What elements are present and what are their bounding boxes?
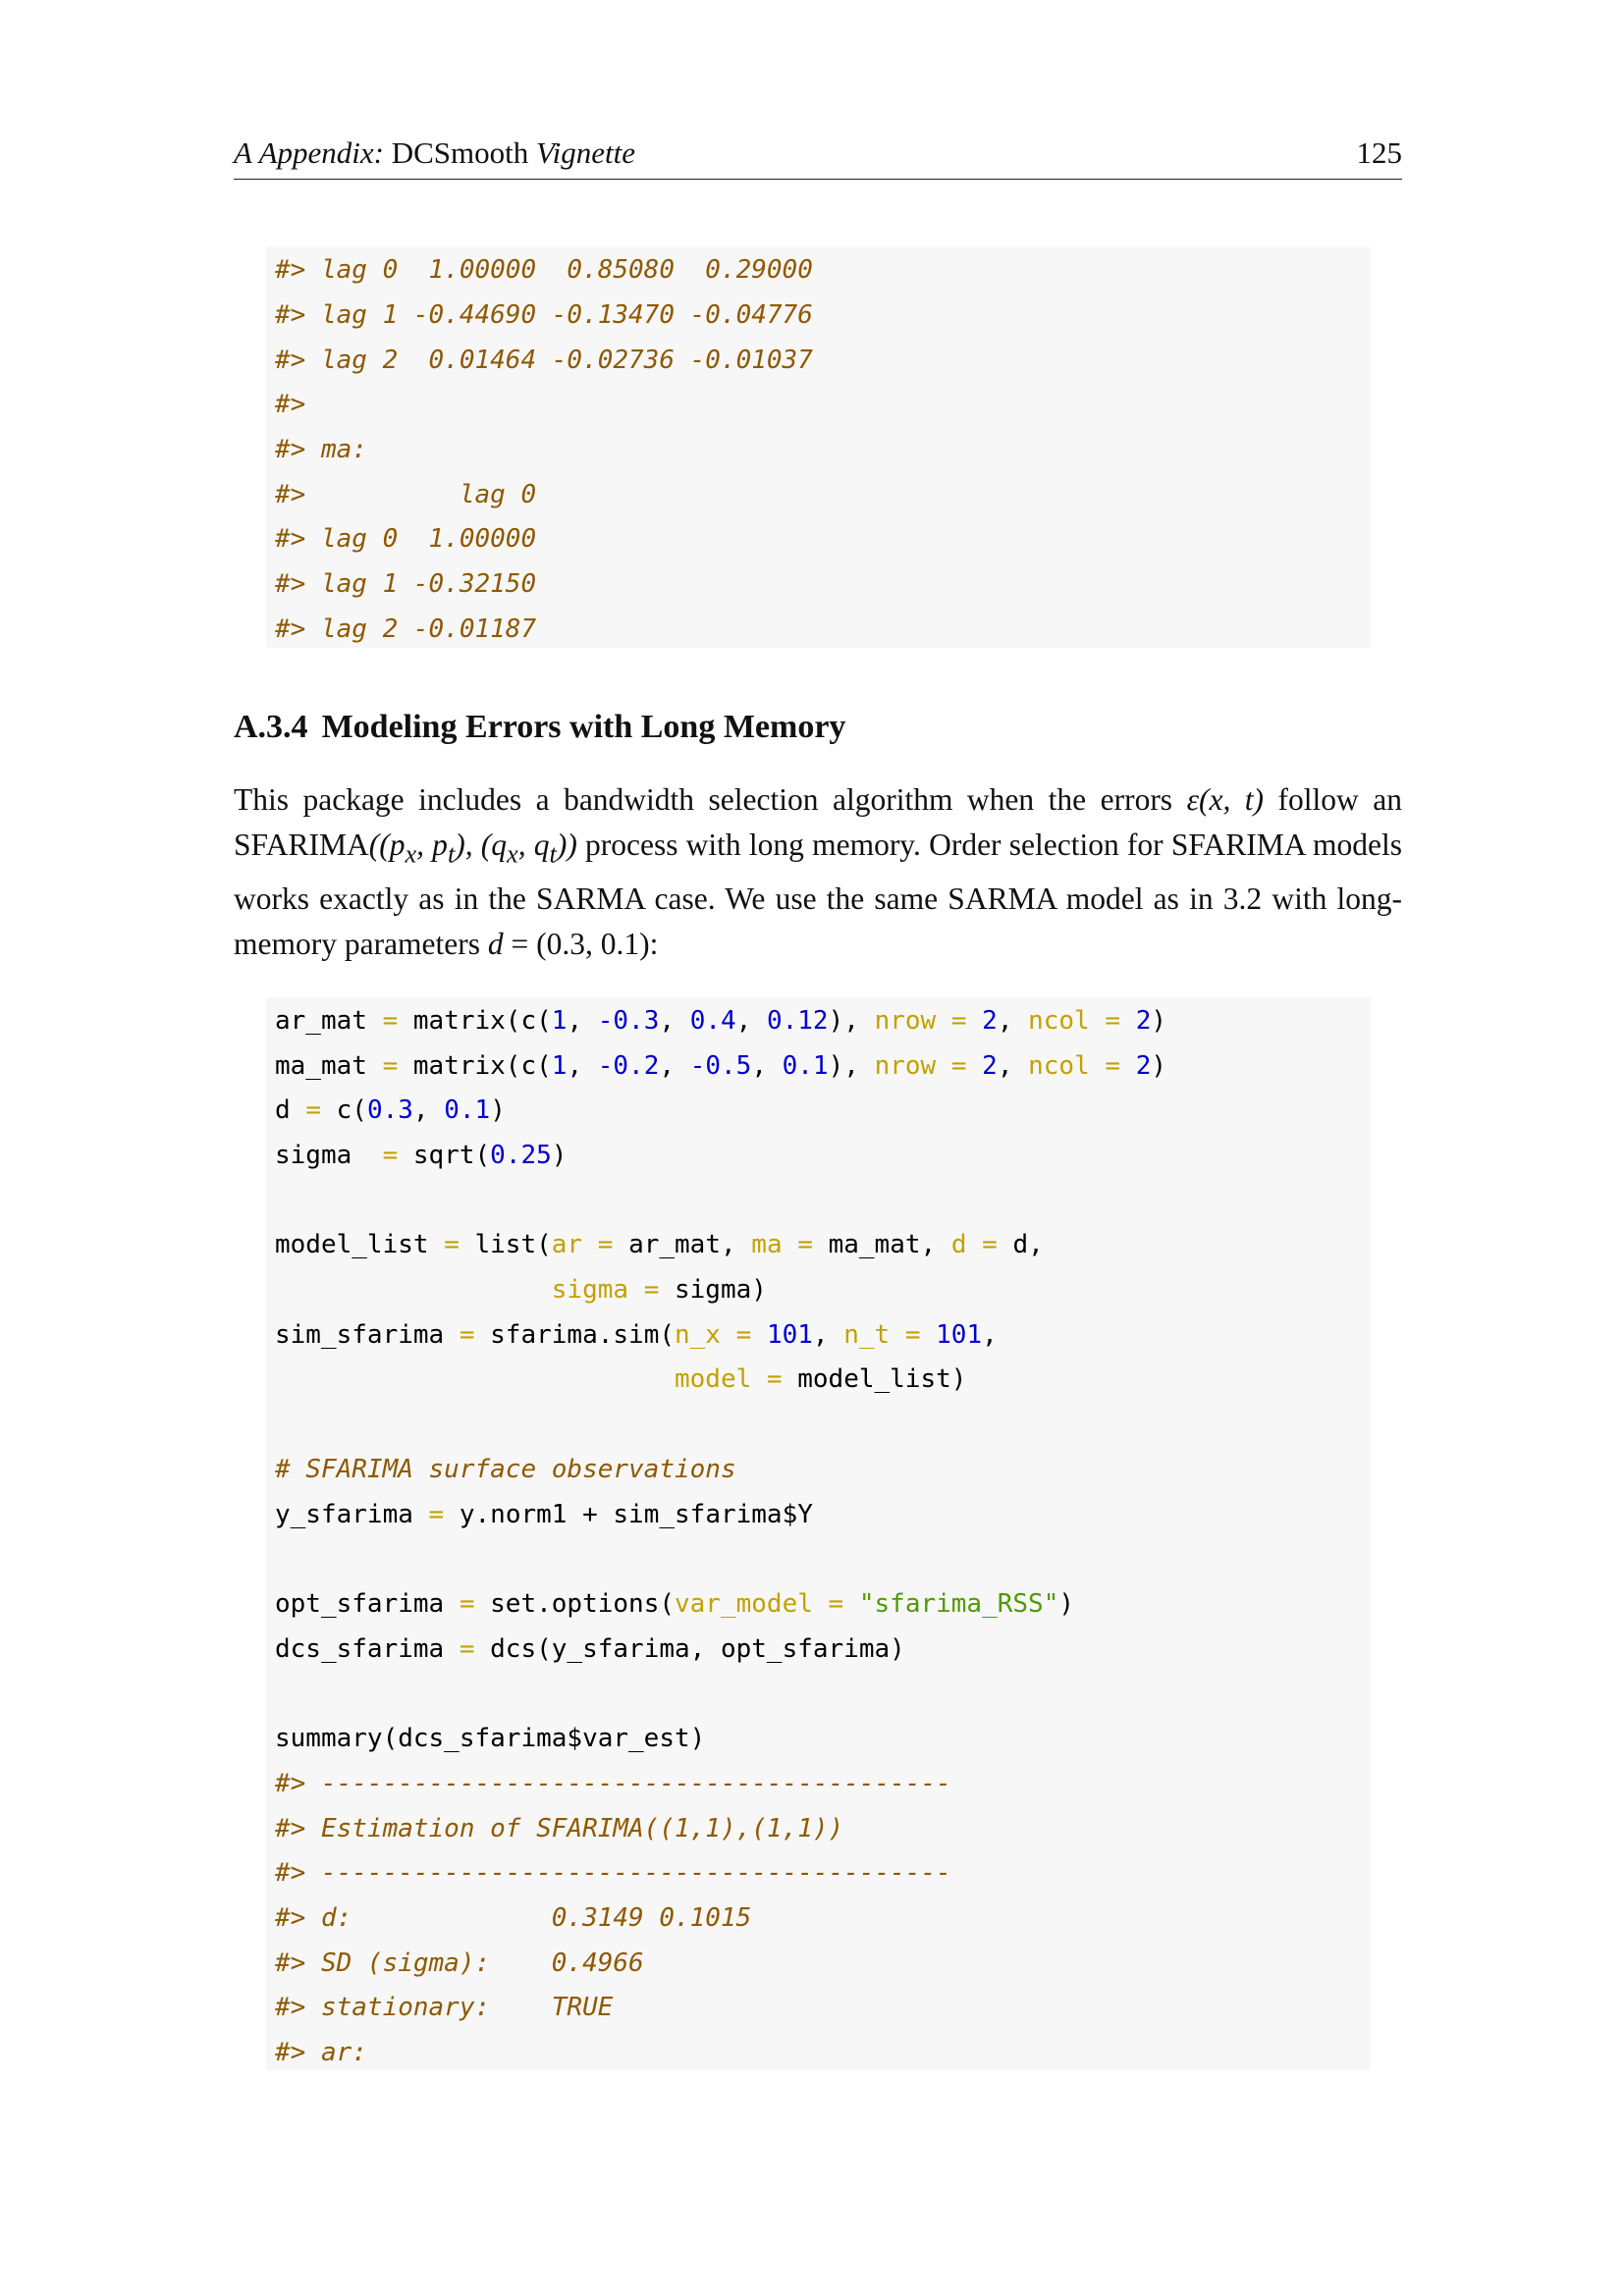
code-block <box>266 997 1371 2070</box>
code-output-line: #> lag 0 1.00000 0.85080 0.29000 <box>275 255 813 285</box>
code-output-line: #> ma: <box>275 435 367 464</box>
code-token: 0.1 <box>444 1095 491 1125</box>
code-line <box>275 998 1166 1043</box>
section-heading <box>234 709 845 746</box>
code-token: = <box>459 1634 491 1664</box>
section-title: Modeling Errors with Long Memory <box>321 709 846 745</box>
code-token: 0.25 <box>490 1141 552 1170</box>
code-token: 101 <box>766 1320 813 1350</box>
code-token: sim_sfarima <box>275 1320 460 1350</box>
code-token: -0.5 <box>689 1051 752 1081</box>
code-token: 1 <box>551 1006 568 1036</box>
code-token: ) <box>1151 1006 1167 1036</box>
code-token: = <box>950 1051 983 1081</box>
code-token: nrow <box>874 1051 951 1081</box>
code-token: , <box>735 1006 767 1036</box>
code-token: nrow <box>874 1006 951 1036</box>
code-comment: # SFARIMA surface observations <box>275 1455 736 1484</box>
code-token <box>275 1275 552 1305</box>
code-token: ncol <box>1028 1051 1106 1081</box>
code-line <box>275 1133 567 1178</box>
code-token: matrix(c( <box>412 1051 552 1081</box>
code-token: ) <box>490 1095 506 1125</box>
code-token: = <box>459 1589 491 1619</box>
code-token: list( <box>474 1230 552 1259</box>
page-number: 125 <box>1356 135 1402 170</box>
code-token: ma_mat, <box>828 1230 951 1259</box>
code-line <box>275 1088 506 1133</box>
code-token: d <box>275 1095 306 1125</box>
code-line <box>275 1043 1166 1089</box>
code-output-line: #> stationary: TRUE <box>275 1993 614 2022</box>
code-output-line: #> ----------------------------------------- <box>275 1858 951 1888</box>
code-token: y.norm1 + sim_sfarima$Y <box>459 1500 813 1529</box>
code-token: sqrt( <box>412 1141 491 1170</box>
code-output-line: #> SD (sigma): 0.4966 <box>275 1949 644 1978</box>
code-token: sigma) <box>675 1275 767 1305</box>
code-line: summary(dcs_sfarima$var_est) <box>275 1724 706 1753</box>
code-token: ma <box>751 1230 798 1259</box>
code-token: -0.2 <box>597 1051 660 1081</box>
code-token: var_model <box>675 1589 829 1619</box>
code-token: = <box>1105 1051 1136 1081</box>
code-output-line: #> lag 2 -0.01187 <box>275 614 537 644</box>
code-token: 2 <box>982 1051 998 1081</box>
code-output-line: #> lag 1 -0.44690 -0.13470 -0.04776 <box>275 300 813 330</box>
math-epsilon: ε(x, t) <box>1186 782 1265 817</box>
code-token: opt_sfarima <box>275 1589 460 1619</box>
code-token: = <box>797 1230 829 1259</box>
code-token: d <box>950 1230 983 1259</box>
running-head <box>234 132 1402 180</box>
code-token: ), <box>828 1051 875 1081</box>
math-d: d <box>487 927 504 962</box>
code-token: = <box>428 1500 460 1529</box>
code-token: ar_mat <box>275 1006 383 1036</box>
code-token: = <box>459 1320 491 1350</box>
code-output-block <box>266 246 1371 648</box>
code-token: , <box>567 1006 598 1036</box>
code-token: y_sfarima <box>275 1500 429 1529</box>
code-token: n_t <box>843 1320 905 1350</box>
code-token: dcs_sfarima <box>275 1634 460 1664</box>
code-line <box>275 1312 998 1358</box>
section-number: A.3.4 <box>234 709 308 745</box>
code-token: , <box>567 1051 598 1081</box>
code-output-line: #> Estimation of SFARIMA((1,1),(1,1)) <box>275 1814 844 1843</box>
code-token: = <box>1105 1006 1136 1036</box>
code-token: , <box>659 1006 690 1036</box>
code-token <box>275 1364 675 1394</box>
code-token: , <box>812 1320 844 1350</box>
code-token: d, <box>1012 1230 1044 1259</box>
code-token: = <box>382 1141 413 1170</box>
code-token: , <box>997 1051 1029 1081</box>
code-token: ar_mat, <box>628 1230 752 1259</box>
code-token: , <box>659 1051 690 1081</box>
code-token: ), <box>828 1006 875 1036</box>
code-token: ) <box>551 1141 568 1170</box>
code-token: c( <box>336 1095 367 1125</box>
code-token: ar <box>551 1230 598 1259</box>
code-token: , <box>997 1006 1029 1036</box>
code-token: = <box>828 1589 859 1619</box>
code-token: = <box>597 1230 629 1259</box>
code-token: sigma <box>551 1275 644 1305</box>
code-line <box>275 1627 905 1672</box>
code-output-line: #> <box>275 390 306 419</box>
code-token: 1 <box>551 1051 568 1081</box>
code-line <box>275 1581 1074 1627</box>
code-token: 2 <box>982 1006 998 1036</box>
body-paragraph: This package includes a bandwidth selection algorithm when the errors ε(x, t) follow an $SFARIMA((p_x$, $p_t$), ($q_x$, $q_t$)) process with long memory. Order selection for SFARIMA models works exactly as in the SARMA case. We use the same SARMA model as in 3.2 with long-memory parameters d = (0.3, 0.1): <box>234 782 1402 962</box>
code-token: , <box>982 1320 998 1350</box>
code-token: 0.3 <box>366 1095 413 1125</box>
code-token: 0.1 <box>782 1051 829 1081</box>
code-token: = <box>305 1095 337 1125</box>
code-token: 2 <box>1135 1051 1152 1081</box>
code-token: matrix(c( <box>412 1006 552 1036</box>
code-output-line: #> lag 0 <box>275 480 537 509</box>
code-line <box>275 1267 767 1312</box>
code-token: ma_mat <box>275 1051 383 1081</box>
code-line <box>275 1492 813 1537</box>
code-token: 2 <box>1135 1006 1152 1036</box>
code-token: model_list <box>275 1230 445 1259</box>
code-token: sfarima.sim( <box>490 1320 675 1350</box>
code-output-line: #> d: 0.3149 0.1015 <box>275 1903 752 1933</box>
code-token: = <box>643 1275 675 1305</box>
code-token: ) <box>1058 1589 1075 1619</box>
code-token: ) <box>1151 1051 1167 1081</box>
code-output-line: #> lag 1 -0.32150 <box>275 569 537 599</box>
math-orders: (($p_x$, $p_t$), ($q_x$, $q_t$)) <box>368 828 577 869</box>
code-token: dcs(y_sfarima, opt_sfarima) <box>490 1634 905 1664</box>
code-token: model <box>675 1364 767 1394</box>
code-token: = <box>444 1230 475 1259</box>
code-token: -0.3 <box>597 1006 660 1036</box>
code-token: = <box>950 1006 983 1036</box>
code-token: 101 <box>936 1320 983 1350</box>
code-token: = <box>735 1320 767 1350</box>
code-token: ncol <box>1028 1006 1106 1036</box>
code-line <box>275 1357 966 1402</box>
code-token: model_list) <box>797 1364 967 1394</box>
code-token: = <box>382 1051 413 1081</box>
code-output-line: #> lag 0 1.00000 <box>275 524 537 554</box>
code-line <box>275 1222 1044 1267</box>
code-output-line: #> lag 2 0.01464 -0.02736 -0.01037 <box>275 346 813 375</box>
code-token: "sfarima_RSS" <box>858 1589 1059 1619</box>
code-output-line: #> ar: <box>275 2038 367 2067</box>
code-token: = <box>766 1364 798 1394</box>
code-token: n_x <box>675 1320 736 1350</box>
code-token: = <box>904 1320 937 1350</box>
code-token: set.options( <box>490 1589 675 1619</box>
code-token: , <box>412 1095 445 1125</box>
code-output-line: #> ----------------------------------------- <box>275 1769 951 1798</box>
code-token: , <box>751 1051 783 1081</box>
code-token: sigma <box>275 1141 383 1170</box>
code-token: = <box>382 1006 413 1036</box>
code-token: 0.4 <box>689 1006 736 1036</box>
running-head-title: A Appendix: DCSmooth Vignette <box>234 135 635 170</box>
code-token: = <box>982 1230 1013 1259</box>
code-token: 0.12 <box>766 1006 829 1036</box>
